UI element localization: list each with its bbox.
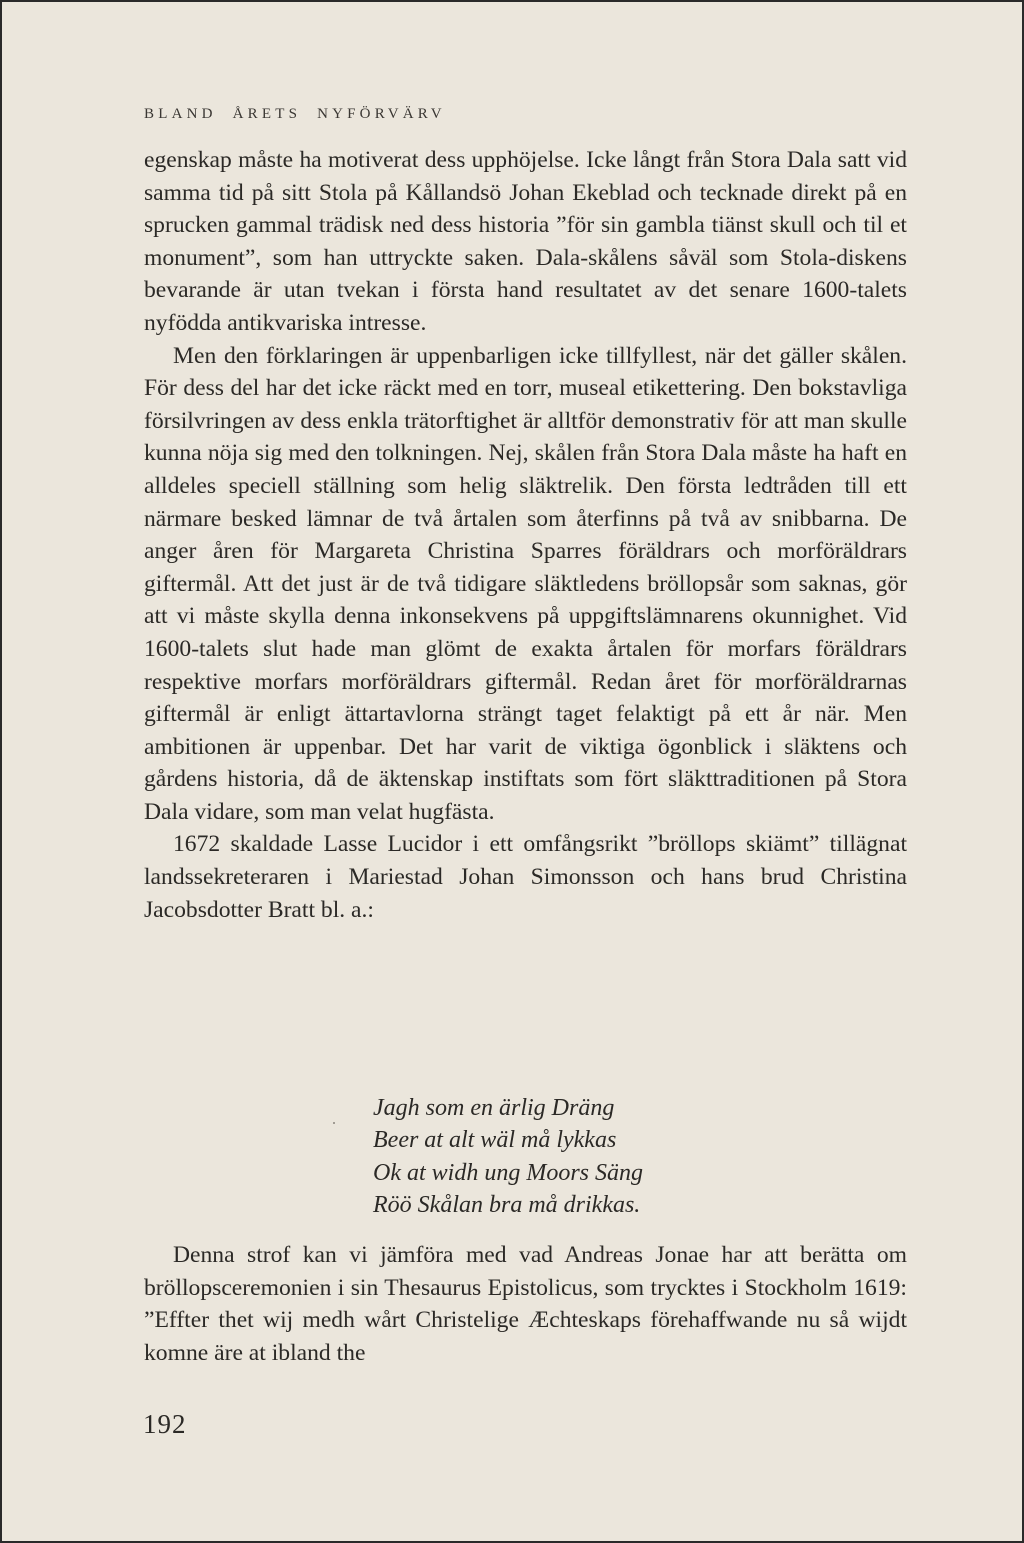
poem-line: Beer at alt wäl må lykkas bbox=[373, 1127, 617, 1154]
poem-line: Röö Skålan bra må drikkas. bbox=[373, 1192, 641, 1219]
print-speck bbox=[333, 1122, 335, 1124]
poem-quote bbox=[373, 1092, 643, 1222]
paragraph: Men den förklaringen är uppenbarligen icke tillfyllest, när det gäller skålen. För dess del har det icke räckt med en torr, museal etikettering. Den bokstavliga försilvringen av dess enkla trätorftighet är alltför demonstrativ för att man skulle kunna nöja sig med den tolkningen. Nej, skålen från Stora Dala måste ha haft en alldeles speciell ställning som helig släktrelik. Den första ledtråden till ett närmare besked lämnar de två årtalen som återfinns på två av snibbarna. De anger åren för Margareta Christina Sparres föräldrars och morföräldrars giftermål. Att det just är de två tidigare släktledens bröllopsår som saknas, gör att vi måste skylla denna inkonsekvens på uppgiftslämnarens okunnighet. Vid 1600-talets slut hade man glömt de exakta årtalen för morfars föräldrars respektive morfars morföräldrars giftermål. Redan året för morföräldrarnas giftermål är enligt ättartavlorna strängt taget felaktigt på ett år när. Men ambitionen är uppenbar. Det har varit de viktiga ögonblick i släktens och gårdens historia, då de äktenskap instiftats som fört släkttraditionen på Stora Dala vidare, som man velat hugfästa. bbox=[144, 342, 907, 825]
paragraph: egenskap måste ha motiverat dess upphöjelse. Icke långt från Stora Dala satt vid samma tid på sitt Stola på Kållandsö Johan Ekeblad och tecknade direkt på en sprucken gammal trädisk ned dess historia ”för sin gambla tiänst skull och til et monument”, som han uttryckte saken. Dala-skålens såväl som Stola-diskens bevarande är utan tvekan i första hand resultatet av det senare 1600-talets nyfödda antikvariska intresse. bbox=[144, 147, 907, 336]
running-header: BLAND ÅRETS NYFÖRVÄRV bbox=[144, 106, 446, 122]
paragraph: 1672 skaldade Lasse Lucidor i ett omfångsrikt ”bröllops skiämt” tillägnat landssekreteraren i Mariestad Johan Simonsson och hans brud Christina Jacobsdotter Bratt bl. a.: bbox=[144, 831, 907, 923]
body-text bbox=[144, 144, 907, 926]
book-page bbox=[2, 2, 1022, 1541]
body-text-continued bbox=[144, 1239, 907, 1369]
poem-line: Ok at widh ung Moors Säng bbox=[373, 1159, 643, 1186]
page-number: 192 bbox=[143, 1409, 187, 1439]
poem-line: Jagh som en ärlig Dräng bbox=[373, 1095, 615, 1121]
paragraph: Denna strof kan vi jämföra med vad Andreas Jonae har att berätta om bröllopsceremonien i sin Thesaurus Epistolicus, som trycktes i Stockholm 1619: ”Effter thet wij medh wårt Christelige Æchteskaps förehaffwande nu så wijdt komne äre at ibland the bbox=[144, 1242, 907, 1366]
